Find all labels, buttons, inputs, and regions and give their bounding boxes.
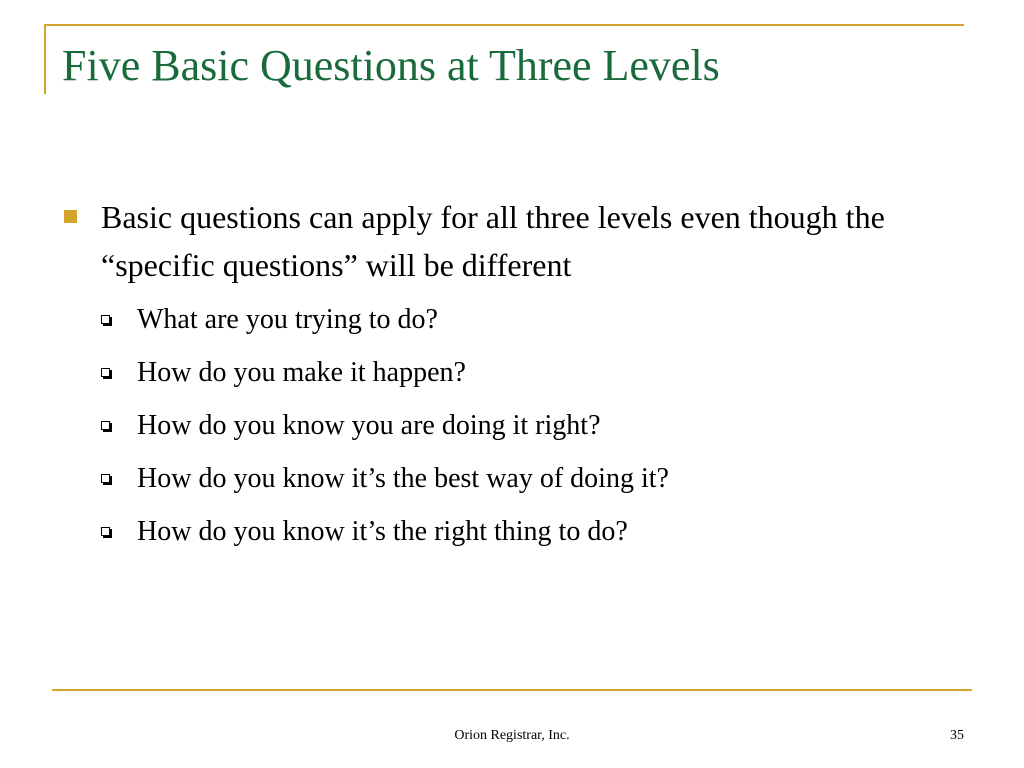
footer-text: Orion Registrar, Inc. <box>454 728 570 743</box>
slide-title: Five Basic Questions at Three Levels <box>62 41 720 90</box>
sub-bullet-text: What are you trying to do? <box>137 304 438 335</box>
sub-bullet-list <box>100 300 960 565</box>
sub-bullet-text: How do you know you are doing it right? <box>137 410 601 441</box>
hollow-square-bullet-icon <box>101 421 110 430</box>
sub-bullet-text: How do you know it’s the right thing to do? <box>137 516 628 547</box>
hollow-square-bullet-icon <box>101 474 110 483</box>
main-bullet-text: Basic questions can apply for all three levels even though the “specific questions” will be different <box>101 199 885 283</box>
page-number: 35 <box>950 728 964 743</box>
hollow-square-bullet-icon <box>101 527 110 536</box>
sub-bullet-text: How do you know it’s the best way of doing it? <box>137 463 669 494</box>
sub-bullet-item <box>100 353 960 406</box>
hollow-square-bullet-icon <box>101 368 110 377</box>
left-rule-divider <box>44 24 46 94</box>
hollow-square-bullet-icon <box>101 315 110 324</box>
sub-bullet-item <box>100 512 960 565</box>
main-bullet <box>64 193 944 289</box>
sub-bullet-item <box>100 406 960 459</box>
square-bullet-icon <box>64 210 77 223</box>
sub-bullet-text: How do you make it happen? <box>137 357 466 388</box>
sub-bullet-item <box>100 459 960 512</box>
sub-bullet-item <box>100 300 960 353</box>
top-rule-divider <box>44 24 964 26</box>
bottom-rule-divider <box>52 689 972 691</box>
